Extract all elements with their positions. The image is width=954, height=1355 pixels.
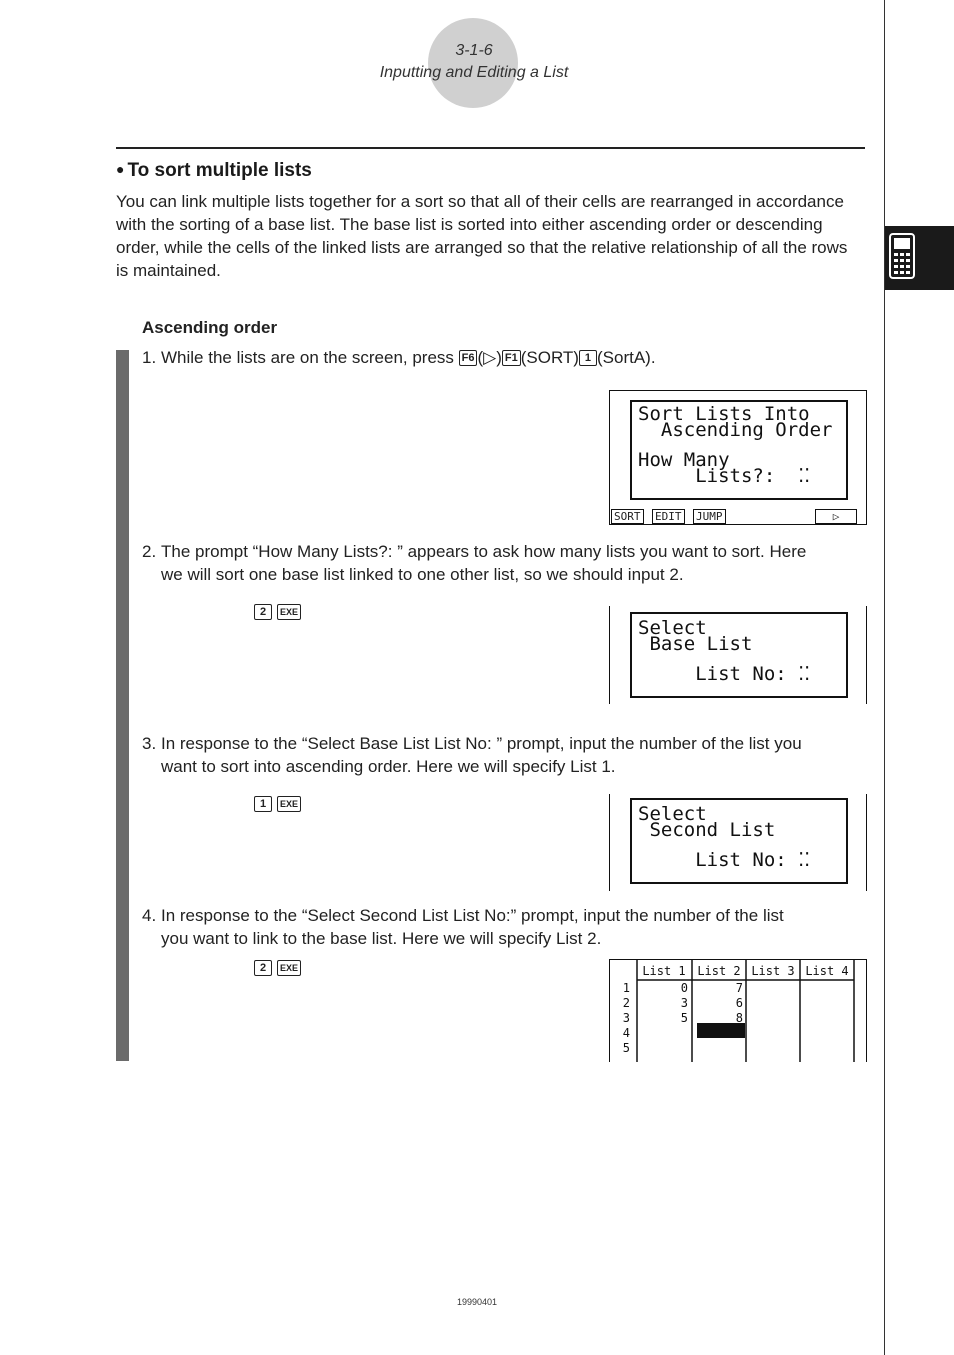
chapter-tab xyxy=(885,226,954,290)
step-2 xyxy=(142,540,858,586)
screen-line: Base List xyxy=(638,633,753,655)
step-number: 4. xyxy=(142,906,157,925)
subheading: Ascending order xyxy=(142,318,278,337)
row-number: 2 xyxy=(622,996,630,1010)
step-4 xyxy=(142,904,858,950)
step-text: In response to the “Select Second List List No:” prompt, input the number of the list xyxy=(161,906,784,925)
cursor-cell xyxy=(697,1023,745,1038)
key-exe: EXE xyxy=(277,960,301,976)
calculator-screen-1 xyxy=(609,390,867,525)
list-editor-table xyxy=(610,960,866,1062)
step-3 xyxy=(142,732,858,778)
screen-line: List No: ⁚⁚ xyxy=(638,663,811,685)
key-2: 2 xyxy=(254,960,272,976)
header-divider xyxy=(116,147,865,149)
key-1: 1 xyxy=(254,796,272,812)
cell: 0 xyxy=(680,981,688,995)
step-number: 2. xyxy=(142,542,157,561)
cell: 6 xyxy=(735,996,743,1010)
row-number: 1 xyxy=(622,981,630,995)
screen-line: Second List xyxy=(638,819,776,841)
screen-line: List No: ⁚⁚ xyxy=(638,849,811,871)
screen-line: Ascending Order xyxy=(638,419,833,441)
sort-dialog xyxy=(630,400,848,500)
calculator-icon xyxy=(889,233,915,279)
calculator-screen-2 xyxy=(609,606,867,704)
row-number: 4 xyxy=(622,1026,630,1040)
col-header-1: List 1 xyxy=(642,964,686,978)
col-header-3: List 3 xyxy=(751,964,795,978)
key-2: 2 xyxy=(254,604,272,620)
page-number: 3-1-6 xyxy=(455,42,493,59)
step-text: you want to link to the base list. Here we will specify List 2. xyxy=(161,929,602,948)
key-f1: F1 xyxy=(502,350,521,366)
calculator-screen-3 xyxy=(609,794,867,891)
step-number: 3. xyxy=(142,734,157,753)
step-text: In response to the “Select Base List List No: ” prompt, input the number of the list you xyxy=(161,734,802,753)
step-text: The prompt “How Many Lists?: ” appears to ask how many lists you want to sort. Here xyxy=(161,542,807,561)
key-f6: F6 xyxy=(459,350,478,366)
key-1: 1 xyxy=(579,350,597,366)
page-edge-line xyxy=(884,0,885,1355)
screen-line: Sort Lists Into xyxy=(638,403,810,425)
row-number: 5 xyxy=(622,1041,630,1055)
screen-line: Lists?: ⁚⁚ xyxy=(638,465,811,487)
select-base-dialog xyxy=(630,612,848,698)
step-number: 1. xyxy=(142,348,157,367)
section-title-text: To sort multiple lists xyxy=(127,160,312,181)
softkey-edit: EDIT xyxy=(652,509,685,524)
cell: 7 xyxy=(735,981,743,995)
cell: 8 xyxy=(735,1011,743,1025)
screen-line: Select xyxy=(638,617,707,639)
step-1 xyxy=(142,346,858,369)
select-second-dialog xyxy=(630,798,848,884)
key-exe: EXE xyxy=(277,604,301,620)
softkey-next: ▷ xyxy=(815,509,857,524)
cell: 5 xyxy=(680,1011,688,1025)
key-sequence-4 xyxy=(254,960,306,976)
key-exe: EXE xyxy=(277,796,301,812)
page-title: Inputting and Editing a List xyxy=(379,64,569,81)
step-text: While the lists are on the screen, press xyxy=(161,348,459,367)
key-sequence-2 xyxy=(254,604,306,620)
screen-line: Select xyxy=(638,803,707,825)
col-header-4: List 4 xyxy=(805,964,849,978)
step-text: we will sort one base list linked to one other list, so we should input 2. xyxy=(161,565,684,584)
step-text: (SORT) xyxy=(520,348,579,367)
procedure-bar xyxy=(116,350,129,1061)
step-text: want to sort into ascending order. Here we will specify List 1. xyxy=(161,757,616,776)
softkey-jump: JUMP xyxy=(693,509,726,524)
col-header-2: List 2 xyxy=(697,964,741,978)
screen-line: How Many xyxy=(638,449,730,471)
bullet: ● xyxy=(116,161,125,177)
footer-code: 19990401 xyxy=(456,1297,498,1307)
calculator-screen-4 xyxy=(609,959,867,1062)
intro-paragraph: You can link multiple lists together for a sort so that all of their cells are rearranged in accordance with the sorting of a base list. The base list is sorted into either ascending order or descending order, while the cells of the linked lists are arranged so that the relative relationship of all the rows is maintained. xyxy=(116,192,848,280)
header-circle xyxy=(428,18,518,108)
step-text: (SortA). xyxy=(596,348,656,367)
softkey-sort: SORT xyxy=(611,509,644,524)
key-sequence-3 xyxy=(254,796,306,812)
step-text: (▷) xyxy=(477,348,502,367)
row-number: 3 xyxy=(622,1011,630,1025)
function-key-bar xyxy=(610,509,866,524)
cell: 3 xyxy=(680,996,688,1010)
section-title xyxy=(116,160,312,182)
